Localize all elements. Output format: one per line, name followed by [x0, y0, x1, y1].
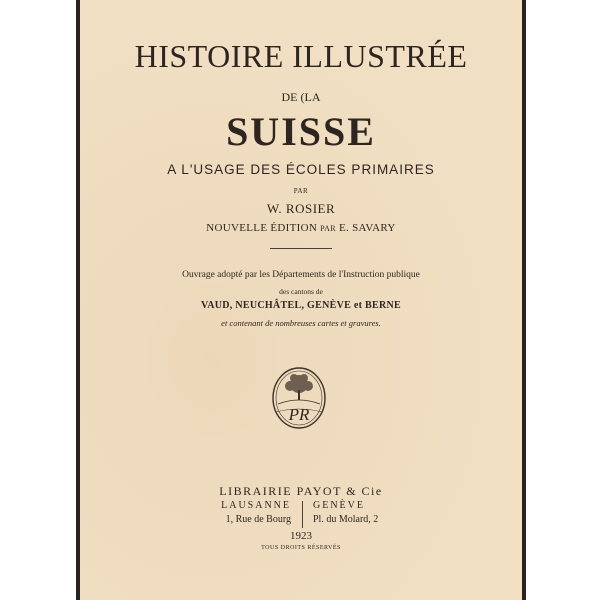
editor-name: E. SAVARY — [338, 222, 396, 234]
author-name: W. ROSIER — [266, 201, 336, 216]
adoption-line-2: des cantons de — [279, 287, 323, 296]
title-connector: DE (LA — [281, 90, 321, 104]
publication-year: 1923 — [290, 530, 312, 542]
edition-text: NOUVELLE ÉDITION — [206, 222, 318, 234]
edition-line — [80, 222, 522, 234]
address-separator — [302, 501, 303, 528]
rights-notice: TOUS DROITS RÉSERVÉS — [261, 545, 341, 551]
cantons-names: VAUD, NEUCHÂTEL, GENÈVE et BERNE — [201, 300, 401, 311]
subtitle: A L'USAGE DES ÉCOLES PRIMAIRES — [167, 162, 435, 177]
publisher-addresses — [80, 500, 522, 530]
adoption-line-4: et contenant de nombreuses cartes et gravures. — [221, 318, 381, 328]
par-label: PAR — [293, 187, 309, 195]
city-lausanne: LAUSANNE — [221, 500, 291, 511]
title-line-1: HISTOIRE ILLUSTRÉE — [134, 38, 468, 74]
address-lausanne: 1, Rue de Bourg — [225, 514, 291, 525]
svg-text:PR: PR — [288, 405, 310, 424]
edition-par: PAR — [320, 224, 336, 233]
title-page — [80, 0, 522, 600]
divider-rule — [270, 248, 332, 249]
publisher-name: LIBRAIRIE PAYOT & Cie — [219, 484, 383, 498]
title-line-2: SUISSE — [226, 109, 376, 154]
adoption-line-1: Ouvrage adopté par les Départements de l'Instruction publique — [182, 270, 420, 280]
address-geneve: Pl. du Molard, 2 — [313, 514, 379, 525]
publisher-seal-icon — [270, 366, 328, 430]
city-geneve: GENÈVE — [313, 500, 365, 511]
